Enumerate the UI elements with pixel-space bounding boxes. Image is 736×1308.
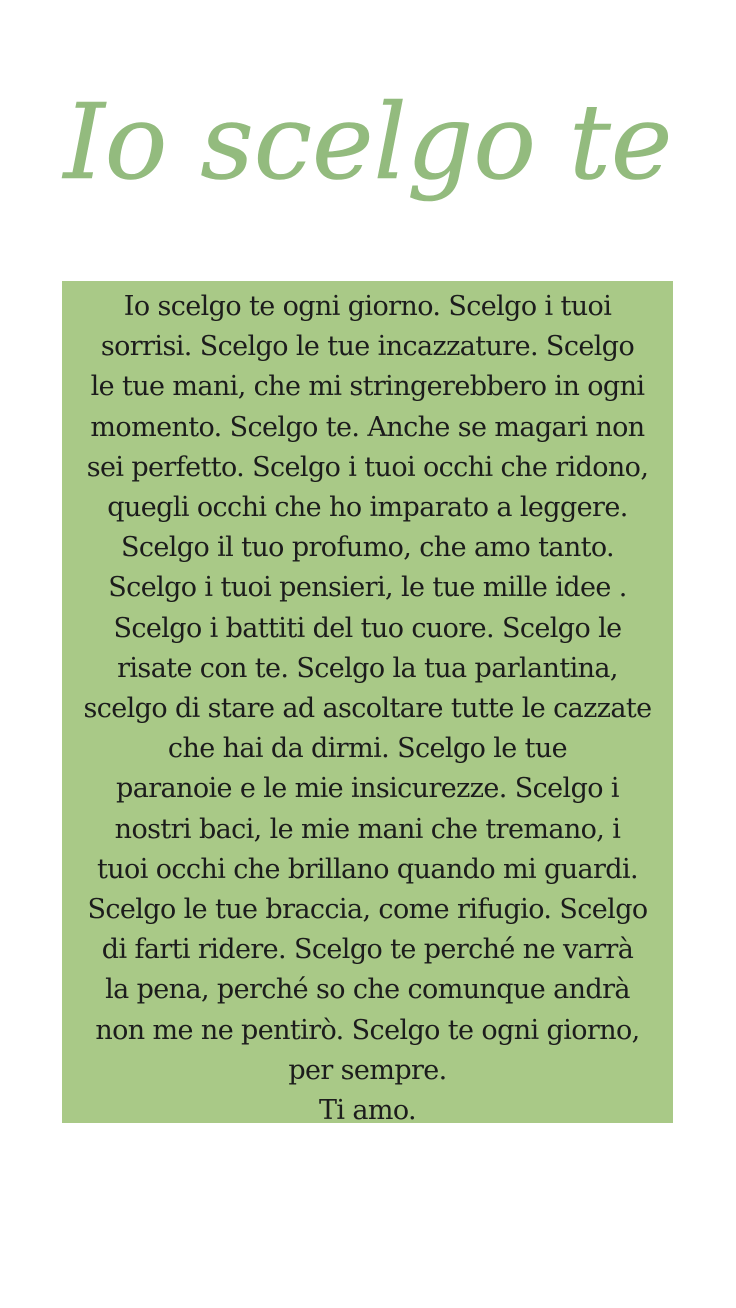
poem-line: le tue mani, che mi stringerebbero in ogni — [90, 371, 645, 403]
poem-line: che hai da dirmi. Scelgo le tue — [167, 733, 568, 765]
poem-box — [62, 281, 673, 1127]
poem-line: quegli occhi che ho imparato a leggere. — [107, 492, 628, 524]
poem-line: sei perfetto. Scelgo i tuoi occhi che ridono, — [86, 451, 649, 483]
poem-line: paranoie e le mie insicurezze. Scelgo i — [116, 773, 619, 805]
poem-text — [66, 287, 669, 1131]
poem-line: tuoi occhi che brillano quando mi guardi. — [97, 853, 638, 885]
poem-line: scelgo di stare ad ascoltare tutte le cazzate — [83, 693, 652, 725]
title-area — [0, 60, 736, 260]
poem-line: non me ne pentirò. Scelgo te ogni giorno, — [95, 1014, 640, 1046]
poem-line: momento. Scelgo te. Anche se magari non — [90, 411, 645, 443]
poem-line: Ti amo. — [318, 1095, 417, 1127]
poem-line: risate con te. Scelgo la tua parlantina, — [117, 652, 618, 684]
poem-line: Scelgo le tue braccia, come rifugio. Scelgo — [87, 894, 648, 926]
poem-line: Scelgo i battiti del tuo cuore. Scelgo le — [113, 612, 622, 644]
poem-line: sorrisi. Scelgo le tue incazzature. Scelgo — [100, 331, 635, 363]
page-title: Io scelgo te — [63, 81, 673, 203]
poem-line: Io scelgo te ogni giorno. Scelgo i tuoi — [123, 291, 612, 322]
poem-line: Scelgo il tuo profumo, che amo tanto. — [120, 532, 615, 564]
poem-line: nostri baci, le mie mani che tremano, i — [114, 813, 621, 845]
poem-line: la pena, perché so che comunque andrà — [105, 974, 630, 1006]
poem-line: per sempre. — [288, 1054, 447, 1086]
handwritten-title — [0, 60, 736, 260]
poem-line: di farti ridere. Scelgo te perché ne varrà — [101, 934, 634, 966]
poem-line: Scelgo i tuoi pensieri, le tue mille idee . — [108, 572, 627, 604]
